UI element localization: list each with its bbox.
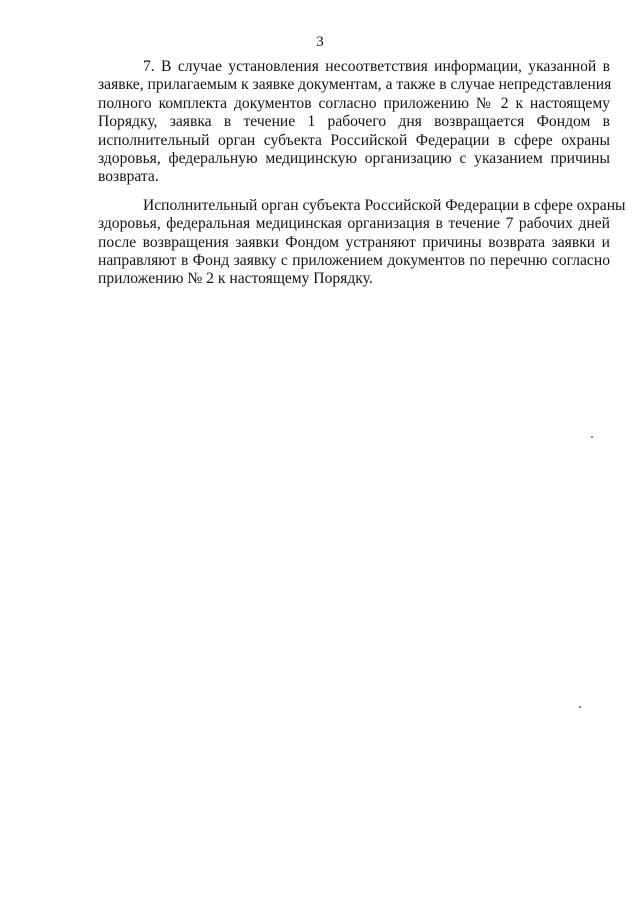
page-number: 3 bbox=[316, 34, 324, 50]
paragraph-line: после возвращения заявки Фондом устраняют причины возврата заявки и bbox=[98, 233, 610, 251]
paragraph-line: приложению № 2 к настоящему Порядку. bbox=[98, 270, 373, 288]
scan-speck bbox=[579, 706, 581, 708]
paragraph-line: здоровья, федеральная медицинская организация в течение 7 рабочих дней bbox=[98, 215, 610, 233]
document-body bbox=[98, 58, 626, 289]
paragraph-gap bbox=[98, 187, 610, 197]
paragraph-line: 7. В случае установления несоответствия информации, указанной в bbox=[143, 58, 610, 75]
paragraph-line: Исполнительный орган субъекта Российской Федерации в сфере охраны bbox=[143, 196, 626, 214]
paragraph-line: здоровья, федеральную медицинскую организацию с указанием причины bbox=[98, 150, 610, 168]
paragraph-line: исполнительный орган субъекта Российской Федерации в сфере охраны bbox=[98, 131, 610, 149]
paragraph-line: направляют в Фонд заявку с приложением документов по перечню согласно bbox=[98, 252, 610, 270]
paragraph-line: возврата. bbox=[98, 168, 159, 186]
paragraph-7 bbox=[98, 58, 610, 187]
paragraph-followup bbox=[98, 196, 626, 289]
paragraph-line: полного комплекта документов согласно приложению № 2 к настоящему bbox=[98, 94, 610, 112]
scan-speck bbox=[591, 436, 593, 438]
paragraph-line: заявке, прилагаемым к заявке документам, а также в случае непредставления bbox=[98, 76, 612, 94]
paragraph-line: Порядку, заявка в течение 1 рабочего дня возвращается Фондом в bbox=[98, 113, 610, 131]
